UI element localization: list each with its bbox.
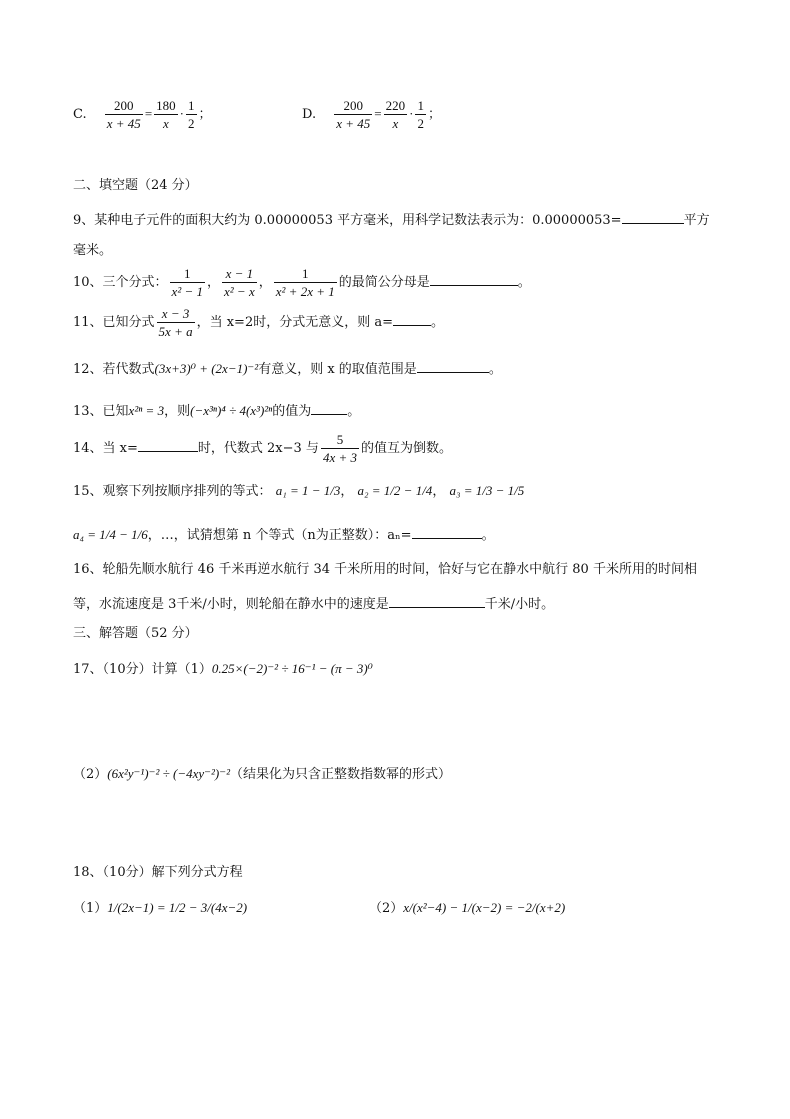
question-18-part-1: （1）1/(2x−1) = 1/2 − 3/(4x−2) [73,900,248,916]
question-9-cont: 毫米。 [73,243,113,258]
math-expression: x²ⁿ = 3 [128,403,165,418]
question-17: 17、（10分）计算（1）0.25×(−2)⁻² ÷ 16⁻¹ − (π − 3)⁰ [73,661,373,677]
math-expression: 0.25×(−2)⁻² ÷ 16⁻¹ − (π − 3)⁰ [211,661,373,676]
option-c: C. $\frac{200}{x + 45}$ = $\frac{180}{x}$ · $\frac{1}{2}$ ； [73,98,212,131]
answer-blank[interactable] [389,595,485,608]
answer-blank[interactable] [311,402,347,415]
section-heading-fill-in: 二、填空题（24 分） [73,178,198,193]
question-15: 15、观察下列按顺序排列的等式： a₁ = 1 − 1/3， a₂ = 1/2 − 1/4， a₃ = 1/3 − 1/5 [73,483,525,499]
fraction: $\frac{1}{\text{x² + 2x + 1}}$ [275,266,335,299]
answer-blank[interactable] [417,360,489,373]
fraction: $\frac{1}{2}$ [417,98,424,131]
question-14: 14、当 x= 时，代数式 2x−3 与 $\frac{5}{4x + 3}$ 的值互为倒数。 [73,432,452,465]
answer-blank[interactable] [393,313,431,326]
question-11: 11、已知分式 $\frac{x - 3}{5x + a}$ ，当 x=2时，分式无意义，则 a= 。 [73,306,445,339]
option-d: D. $\frac{200}{x + 45}$ = $\frac{220}{x}$ · $\frac{1}{2}$ ； [302,98,441,131]
answer-blank[interactable] [430,273,518,286]
question-9: 9、某种电子元件的面积大约为 0.00000053 平方毫米，用科学记数法表示为：0.00000053= 平方 [73,213,710,228]
question-16-cont: 等，水流速度是 3千米/小时，则轮船在静水中的速度是 千米/小时。 [73,597,555,612]
answer-blank[interactable] [138,439,198,452]
fraction: $\frac{1}{\text{x² − 1}}$ [171,266,203,299]
fraction: $\frac{200}{x + 45}$ [336,98,371,131]
question-18: 18、（10分）解下列分式方程 [73,865,243,880]
answer-blank[interactable] [622,211,684,224]
question-17-part-2: （2）(6x²y⁻¹)⁻² ÷ (−4xy⁻²)⁻²（结果化为只含正整数指数幂的形式） [73,766,452,782]
equation: 1/(2x−1) = 1/2 − 3/(4x−2) [107,900,248,915]
fraction: $\frac{200}{x + 45}$ [106,98,141,131]
section-heading-solve: 三、解答题（52 分） [73,626,198,641]
fraction: $\frac{180}{x}$ [156,98,176,131]
question-15-cont: a₄ = 1/4 − 1/6，…，试猜想第 n 个等式（n为正整数）：aₙ= 。 [73,527,495,543]
math-expression: (3x+3)⁰ + (2x−1)⁻² [154,361,259,376]
fraction: $\frac{220}{x}$ [385,98,406,131]
equation-a1: a₁ = 1 − 1/3 [275,483,341,498]
question-12: 12、若代数式(3x+3)⁰ + (2x−1)⁻²有意义，则 x 的取值范围是 。 [73,361,502,377]
fraction: $\frac{1}{2}$ [188,98,195,131]
fraction: $\frac{x - 3}{5x + a}$ [158,306,193,339]
equation-a4: a₄ = 1/4 − 1/6 [73,527,148,542]
question-16: 16、轮船先顺水航行 46 千米再逆水航行 34 千米所用的时间，恰好与它在静水中航行 80 千米所用的时间相 [73,562,697,577]
fraction: $\frac{5}{4x + 3}$ [322,432,357,465]
answer-blank[interactable] [412,526,482,539]
option-c-label: C. [73,107,87,122]
math-expression: (6x²y⁻¹)⁻² ÷ (−4xy⁻²)⁻² [107,766,231,781]
fraction: $\frac{x - 1}{\text{x² − x}}$ [224,266,255,299]
option-d-label: D. [302,107,317,122]
question-18-part-2: （2）x/(x²−4) − 1/(x−2) = −2/(x+2) [369,900,566,916]
equation: x/(x²−4) − 1/(x−2) = −2/(x+2) [403,900,566,915]
question-13: 13、已知x²ⁿ = 3，则(−x³ⁿ)⁴ ÷ 4(x³)²ⁿ的值为 。 [73,403,361,419]
equation-a2: a₂ = 1/2 − 1/4 [357,483,433,498]
question-10: 10、三个分式： $\frac{1}{\text{x² − 1}}$ ， $\frac{x - 1}{\text{x² − x}}$ ， $\frac{1}{\text{x² + 2x + 1}}$ 的最简公分母是 。 [73,266,531,299]
math-expression: (−x³ⁿ)⁴ ÷ 4(x³)²ⁿ [190,403,273,418]
equation-a3: a₃ = 1/3 − 1/5 [449,483,525,498]
